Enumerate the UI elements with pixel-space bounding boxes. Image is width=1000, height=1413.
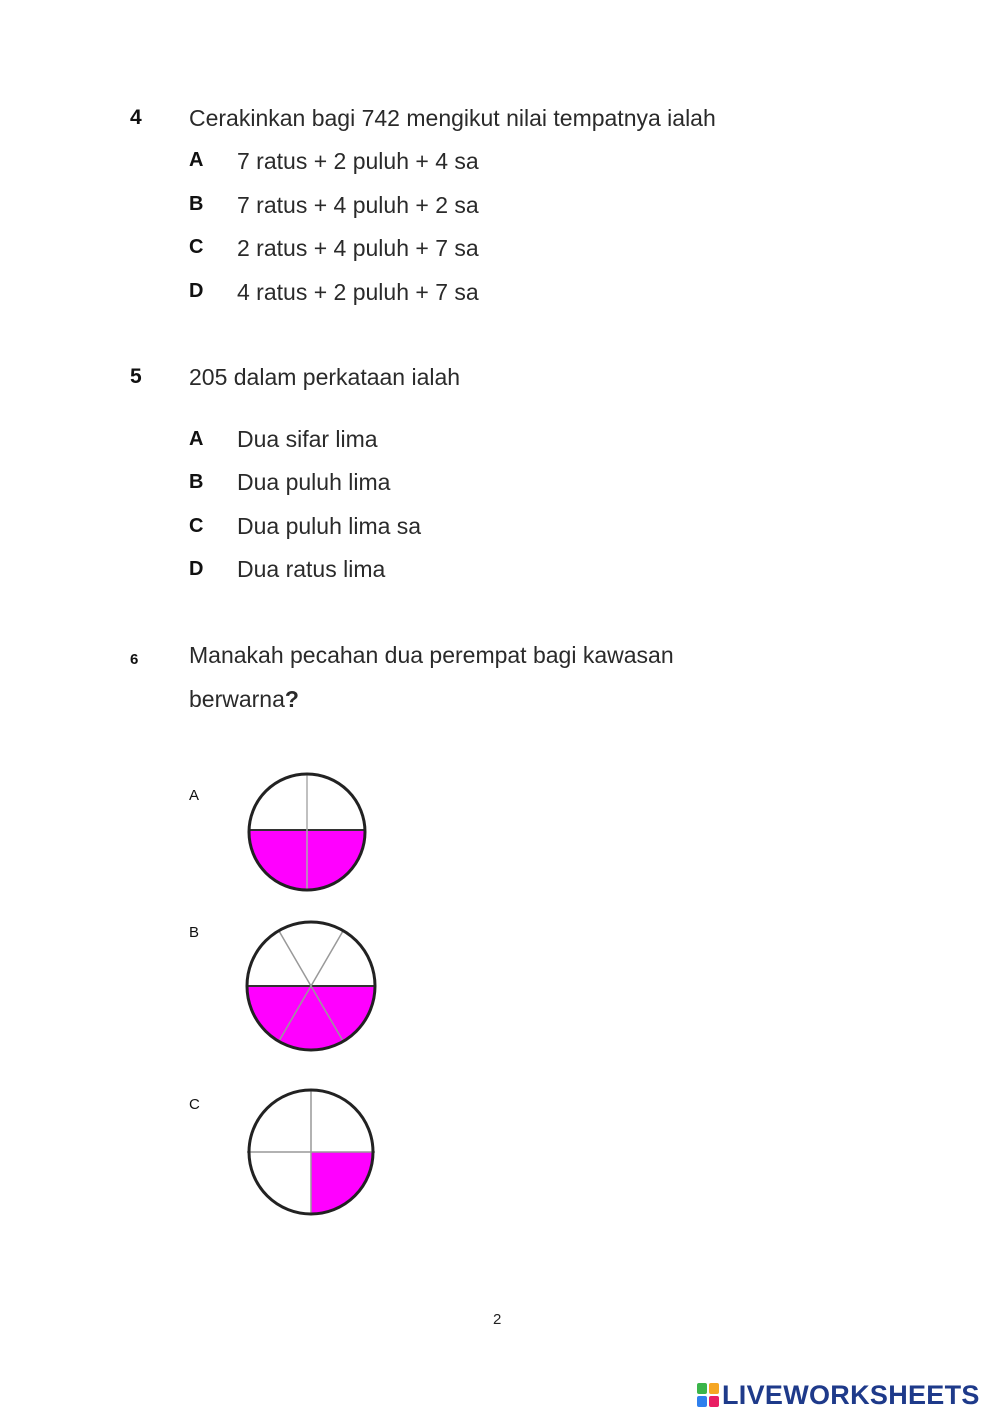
q4-option-b-letter: B: [189, 193, 204, 215]
q4-option-c-text[interactable]: 2 ratus + 4 puluh + 7 sa: [237, 235, 479, 261]
question-4-number: 4: [130, 106, 142, 129]
q4-option-c-letter: C: [189, 236, 204, 258]
q6-c-shaded-quarter: [311, 1152, 378, 1216]
q5-option-a-letter: A: [189, 428, 204, 450]
question-6-text-line2-word: berwarna: [189, 686, 285, 712]
q6-option-b-letter: B: [189, 924, 200, 941]
q6-option-a-letter: A: [189, 787, 200, 804]
question-6-text-line1: Manakah pecahan dua perempat bagi kawasan: [189, 642, 674, 668]
q5-option-d-letter: D: [189, 558, 204, 580]
q5-option-a-text[interactable]: Dua sifar lima: [237, 426, 378, 452]
brand-logo-icon: [697, 1383, 719, 1407]
question-mark: ?: [284, 686, 299, 712]
q6-option-a-circle[interactable]: [245, 772, 370, 892]
question-6-number: 6: [130, 651, 139, 668]
q4-option-a-letter: A: [189, 149, 204, 171]
brand-icon-square-4: [709, 1396, 719, 1407]
question-5-text: 205 dalam perkataan ialah: [189, 364, 461, 390]
brand-watermark: [697, 1380, 980, 1410]
q6-option-c-circle[interactable]: [244, 1088, 378, 1216]
brand-icon-square-3: [697, 1396, 707, 1407]
q5-option-b-letter: B: [189, 471, 204, 493]
q6-option-c-letter: C: [189, 1096, 200, 1113]
brand-icon-square-1: [697, 1383, 707, 1394]
question-4-text: Cerakinkan bagi 742 mengikut nilai tempatnya ialah: [189, 105, 716, 131]
q5-option-c-text[interactable]: Dua puluh lima sa: [237, 513, 422, 539]
q5-option-b-text[interactable]: Dua puluh lima: [237, 469, 391, 495]
q4-option-d-text[interactable]: 4 ratus + 2 puluh + 7 sa: [237, 279, 479, 305]
q4-option-a-text[interactable]: 7 ratus + 2 puluh + 4 sa: [237, 148, 479, 174]
brand-icon-square-2: [709, 1383, 719, 1394]
q5-option-c-letter: C: [189, 515, 204, 537]
q5-option-d-text[interactable]: Dua ratus lima: [237, 556, 386, 582]
q4-option-d-letter: D: [189, 280, 204, 302]
question-6-text-line2: [189, 686, 299, 713]
q4-option-b-text[interactable]: 7 ratus + 4 puluh + 2 sa: [237, 192, 479, 218]
question-5-number: 5: [130, 365, 142, 388]
q6-b-shaded-region: [244, 986, 378, 1054]
brand-name: LIVEWORKSHEETS: [722, 1379, 980, 1410]
page-number: 2: [493, 1311, 502, 1328]
q6-option-b-circle[interactable]: [244, 918, 378, 1054]
